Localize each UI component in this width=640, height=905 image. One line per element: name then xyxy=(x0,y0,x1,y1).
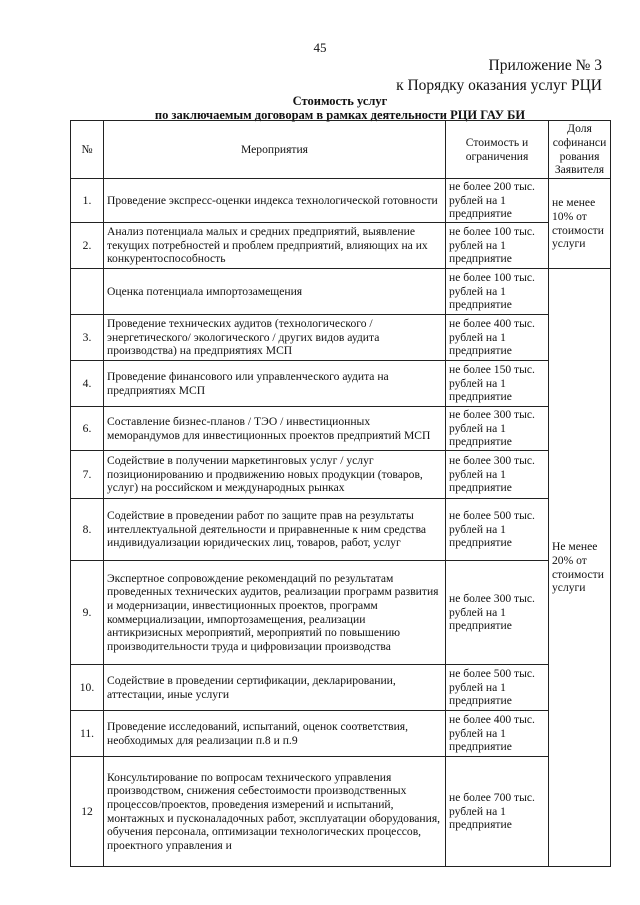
row-num: 9. xyxy=(71,561,104,665)
row-desc: Содействие в получении маркетинговых услуг / услуг позиционированию и продвижению новых продукции (товаров, услуг) на российском и международных рынках xyxy=(104,451,446,499)
row-desc: Проведение технических аудитов (технологического / энергетического/ экологического / других видов аудита производства) на предприятиях МСП xyxy=(104,315,446,361)
row-num: 4. xyxy=(71,361,104,407)
table-row xyxy=(71,179,611,223)
row-cost: не более 300 тыс. рублей на 1 предприятие xyxy=(446,561,549,665)
row-cost: не более 100 тыс. рублей на 1 предприятие xyxy=(446,223,549,269)
row-cost: не более 100 тыс. рублей на 1 предприятие xyxy=(446,269,549,315)
table-row xyxy=(71,561,611,665)
table-row xyxy=(71,269,611,315)
row-cost: не более 700 тыс. рублей на 1 предприятие xyxy=(446,757,549,867)
row-cost: не более 500 тыс. рублей на 1 предприятие xyxy=(446,499,549,561)
row-num: 1. xyxy=(71,179,104,223)
appendix-header xyxy=(396,56,602,96)
row-num: 11. xyxy=(71,711,104,757)
document-title: Стоимость услуг xyxy=(292,94,388,108)
appendix-title: Приложение № 3 xyxy=(488,57,602,74)
row-desc: Содействие в проведении сертификации, декларировании, аттестации, иные услуги xyxy=(104,665,446,711)
table-row xyxy=(71,665,611,711)
table-row xyxy=(71,451,611,499)
row-desc: Проведение исследований, испытаний, оценок соответствия, необходимых для реализации п.8 и п.9 xyxy=(104,711,446,757)
row-cost: не более 150 тыс. рублей на 1 предприятие xyxy=(446,361,549,407)
row-desc: Проведение экспресс-оценки индекса технологической готовности xyxy=(104,179,446,223)
header-num: № xyxy=(71,121,104,179)
table-row xyxy=(71,499,611,561)
table-row xyxy=(71,223,611,269)
row-num: 7. xyxy=(71,451,104,499)
document-subtitle: по заключаемым договорам в рамках деятельности РЦИ ГАУ БИ xyxy=(154,108,526,122)
row-desc: Экспертное сопровождение рекомендаций по результатам проведенных технических аудитов, реализации программ развития и модернизации, инвестиционных проектов, программ коммерциализации, импортозамещения, реализации антикризисных мероприятий, мероприятий по повышению производительности труда и цифровизации производства xyxy=(104,561,446,665)
share-group-1: не менее 10% от стоимости услуги xyxy=(549,179,611,269)
row-num: 8. xyxy=(71,499,104,561)
table-row xyxy=(71,361,611,407)
table-header-row xyxy=(71,121,611,179)
row-desc: Содействие в проведении работ по защите прав на результаты интеллектуальной деятельности и приравненные к ним средства индивидуализации юридических лиц, товаров, работ, услуг xyxy=(104,499,446,561)
row-num: 3. xyxy=(71,315,104,361)
table-row xyxy=(71,407,611,451)
services-cost-table xyxy=(70,120,611,867)
appendix-subtitle: к Порядку оказания услуг РЦИ xyxy=(396,77,602,94)
row-cost: не более 400 тыс. рублей на 1 предприятие xyxy=(446,711,549,757)
header-cost: Стоимость и ограничения xyxy=(446,121,549,179)
table-row xyxy=(71,711,611,757)
row-desc: Проведение финансового или управленческого аудита на предприятиях МСП xyxy=(104,361,446,407)
row-desc: Анализ потенциала малых и средних предприятий, выявление текущих потребностей и проблем предприятий, влияющих на их конкурентоспособность xyxy=(104,223,446,269)
header-event: Мероприятия xyxy=(104,121,446,179)
table-row xyxy=(71,757,611,867)
page-number: 45 xyxy=(313,40,327,55)
row-num xyxy=(71,269,104,315)
row-cost: не более 500 тыс. рублей на 1 предприятие xyxy=(446,665,549,711)
row-num: 6. xyxy=(71,407,104,451)
row-num: 10. xyxy=(71,665,104,711)
row-num: 2. xyxy=(71,223,104,269)
header-share: Доля софинанси рования Заявителя xyxy=(549,121,611,179)
row-cost: не более 300 тыс. рублей на 1 предприятие xyxy=(446,451,549,499)
row-desc: Составление бизнес-планов / ТЭО / инвестиционных меморандумов для инвестиционных проектов предприятий МСП xyxy=(104,407,446,451)
row-cost: не более 200 тыс. рублей на 1 предприятие xyxy=(446,179,549,223)
table-row xyxy=(71,315,611,361)
row-cost: не более 400 тыс. рублей на 1 предприятие xyxy=(446,315,549,361)
share-group-2: Не менее 20% от стоимости услуги xyxy=(549,269,611,867)
row-num: 12 xyxy=(71,757,104,867)
row-desc: Консультирование по вопросам технического управления производством, снижения себестоимости производственных процессов/проектов, проведения измерений и испытаний, монтажных и пусконаладочных работ, эксплуатации оборудования, обучения персонала, оптимизации технологических процессов, проектного управления и xyxy=(104,757,446,867)
row-cost: не более 300 тыс. рублей на 1 предприятие xyxy=(446,407,549,451)
row-desc: Оценка потенциала импортозамещения xyxy=(104,269,446,315)
